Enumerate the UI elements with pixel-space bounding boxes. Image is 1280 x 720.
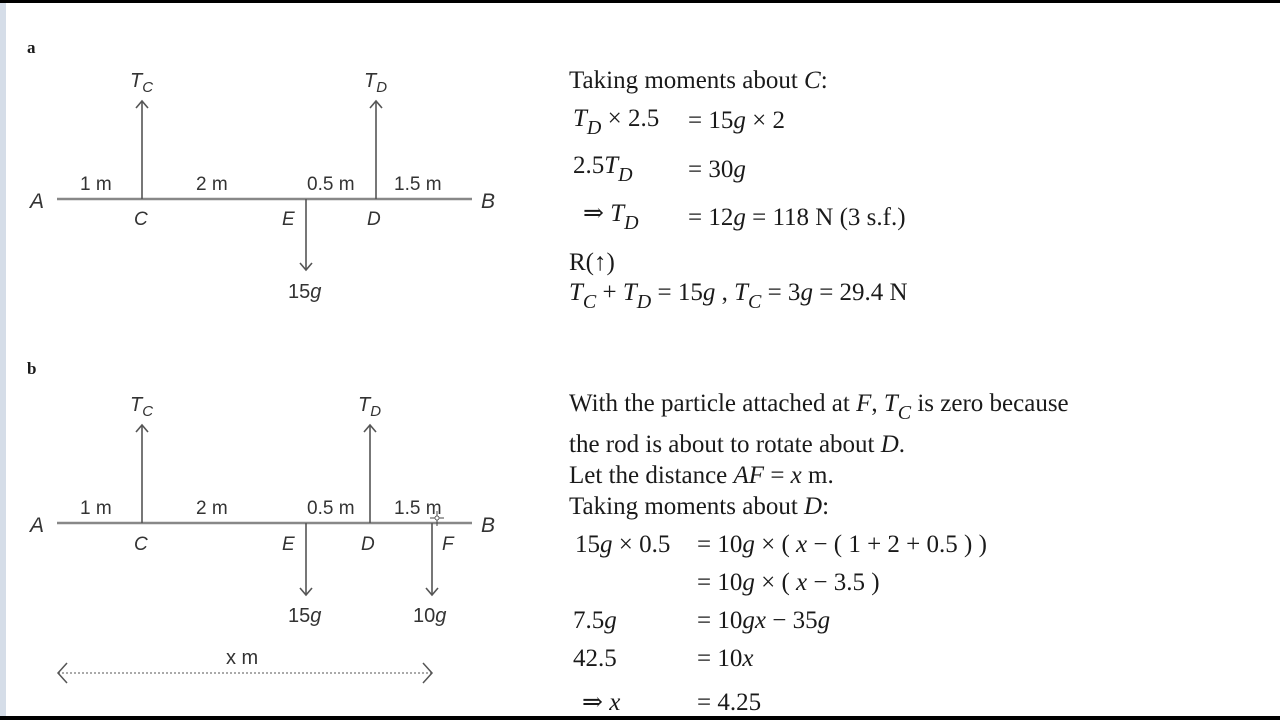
point-e: E <box>282 534 295 555</box>
point-a: A <box>30 190 45 213</box>
solution-b-line-3-rhs: = 10gx − 35g <box>697 607 831 634</box>
point-d: D <box>361 534 375 555</box>
dist-ed: 0.5 m <box>307 498 355 519</box>
solution-a-line-1: $T_D \times 2.5$ <box>573 105 660 139</box>
dist-db: 1.5 m <box>394 174 442 195</box>
solution-a-resolve: R(↑) <box>569 249 615 276</box>
solution-a-line-2: $2.5T_D$ <box>573 152 633 186</box>
solution-b-line-2-rhs: = 10g × ( x − 3.5 ) <box>697 569 880 596</box>
weight-10g-label: 10g <box>413 605 447 627</box>
solution-b-para-1: With the particle attached at F, $T_C$ is zero because <box>569 390 1069 424</box>
bottom-border <box>0 716 1280 720</box>
solution-b-para-3: Let the distance AF = x m. <box>569 462 834 489</box>
part-a-label: a <box>27 38 36 57</box>
part-a-diagram <box>0 0 520 340</box>
dist-ce: 2 m <box>196 498 228 519</box>
solution-a-final: $T_C + T_D = 15g$ , $T_C = 3g = 29.4$ N <box>569 279 908 313</box>
point-b: B <box>481 514 496 537</box>
dist-ac: 1 m <box>80 174 112 195</box>
point-d: D <box>367 209 381 230</box>
tc-label: $T_C$ <box>130 394 154 420</box>
dist-ed: 0.5 m <box>307 174 355 195</box>
dist-df: 1.5 m <box>394 498 442 519</box>
weight-label: 15g <box>288 281 322 303</box>
part-b-diagram <box>0 340 520 716</box>
solution-b-line-4-lhs: 42.5 <box>573 645 617 672</box>
solution-b-para-4: Taking moments about D: <box>569 493 830 520</box>
solution-b-line-1-lhs: 15g × 0.5 <box>575 531 671 558</box>
point-b: B <box>481 190 496 213</box>
td-label: $T_D$ <box>364 70 388 96</box>
dist-ac: 1 m <box>80 498 112 519</box>
part-b-label: b <box>27 359 37 378</box>
solution-b-line-5-rhs: = 4.25 <box>697 689 762 716</box>
solution-a-line-3: ⇒ $T_D$ <box>583 200 639 234</box>
solution-a-line-1-rhs: = 15g × 2 <box>688 107 785 134</box>
solution-b-para-2: the rod is about to rotate about D. <box>569 431 906 458</box>
point-a: A <box>30 514 45 537</box>
weight-15g-label: 15g <box>288 605 322 627</box>
tc-label: $T_C$ <box>130 70 154 96</box>
solution-b-line-3-lhs: 7.5g <box>573 607 617 634</box>
span-label: x m <box>226 647 259 669</box>
solution-b-line-4-rhs: = 10x <box>697 645 754 672</box>
solution-b-line-5-lhs: ⇒ x <box>582 689 621 716</box>
solution-a-heading: Taking moments about C: <box>569 67 828 94</box>
point-e: E <box>282 209 295 230</box>
point-c: C <box>134 534 148 555</box>
solution-b-line-1-rhs: = 10g × ( x − ( 1 + 2 + 0.5 ) ) <box>697 531 987 558</box>
solution-a-line-3-rhs: = 12g = 118 N (3 s.f.) <box>688 204 906 231</box>
point-f: F <box>442 534 454 555</box>
dist-ce: 2 m <box>196 174 228 195</box>
td-label: $T_D$ <box>358 394 382 420</box>
point-c: C <box>134 209 148 230</box>
solution-a-line-2-rhs: = 30g <box>688 156 746 183</box>
